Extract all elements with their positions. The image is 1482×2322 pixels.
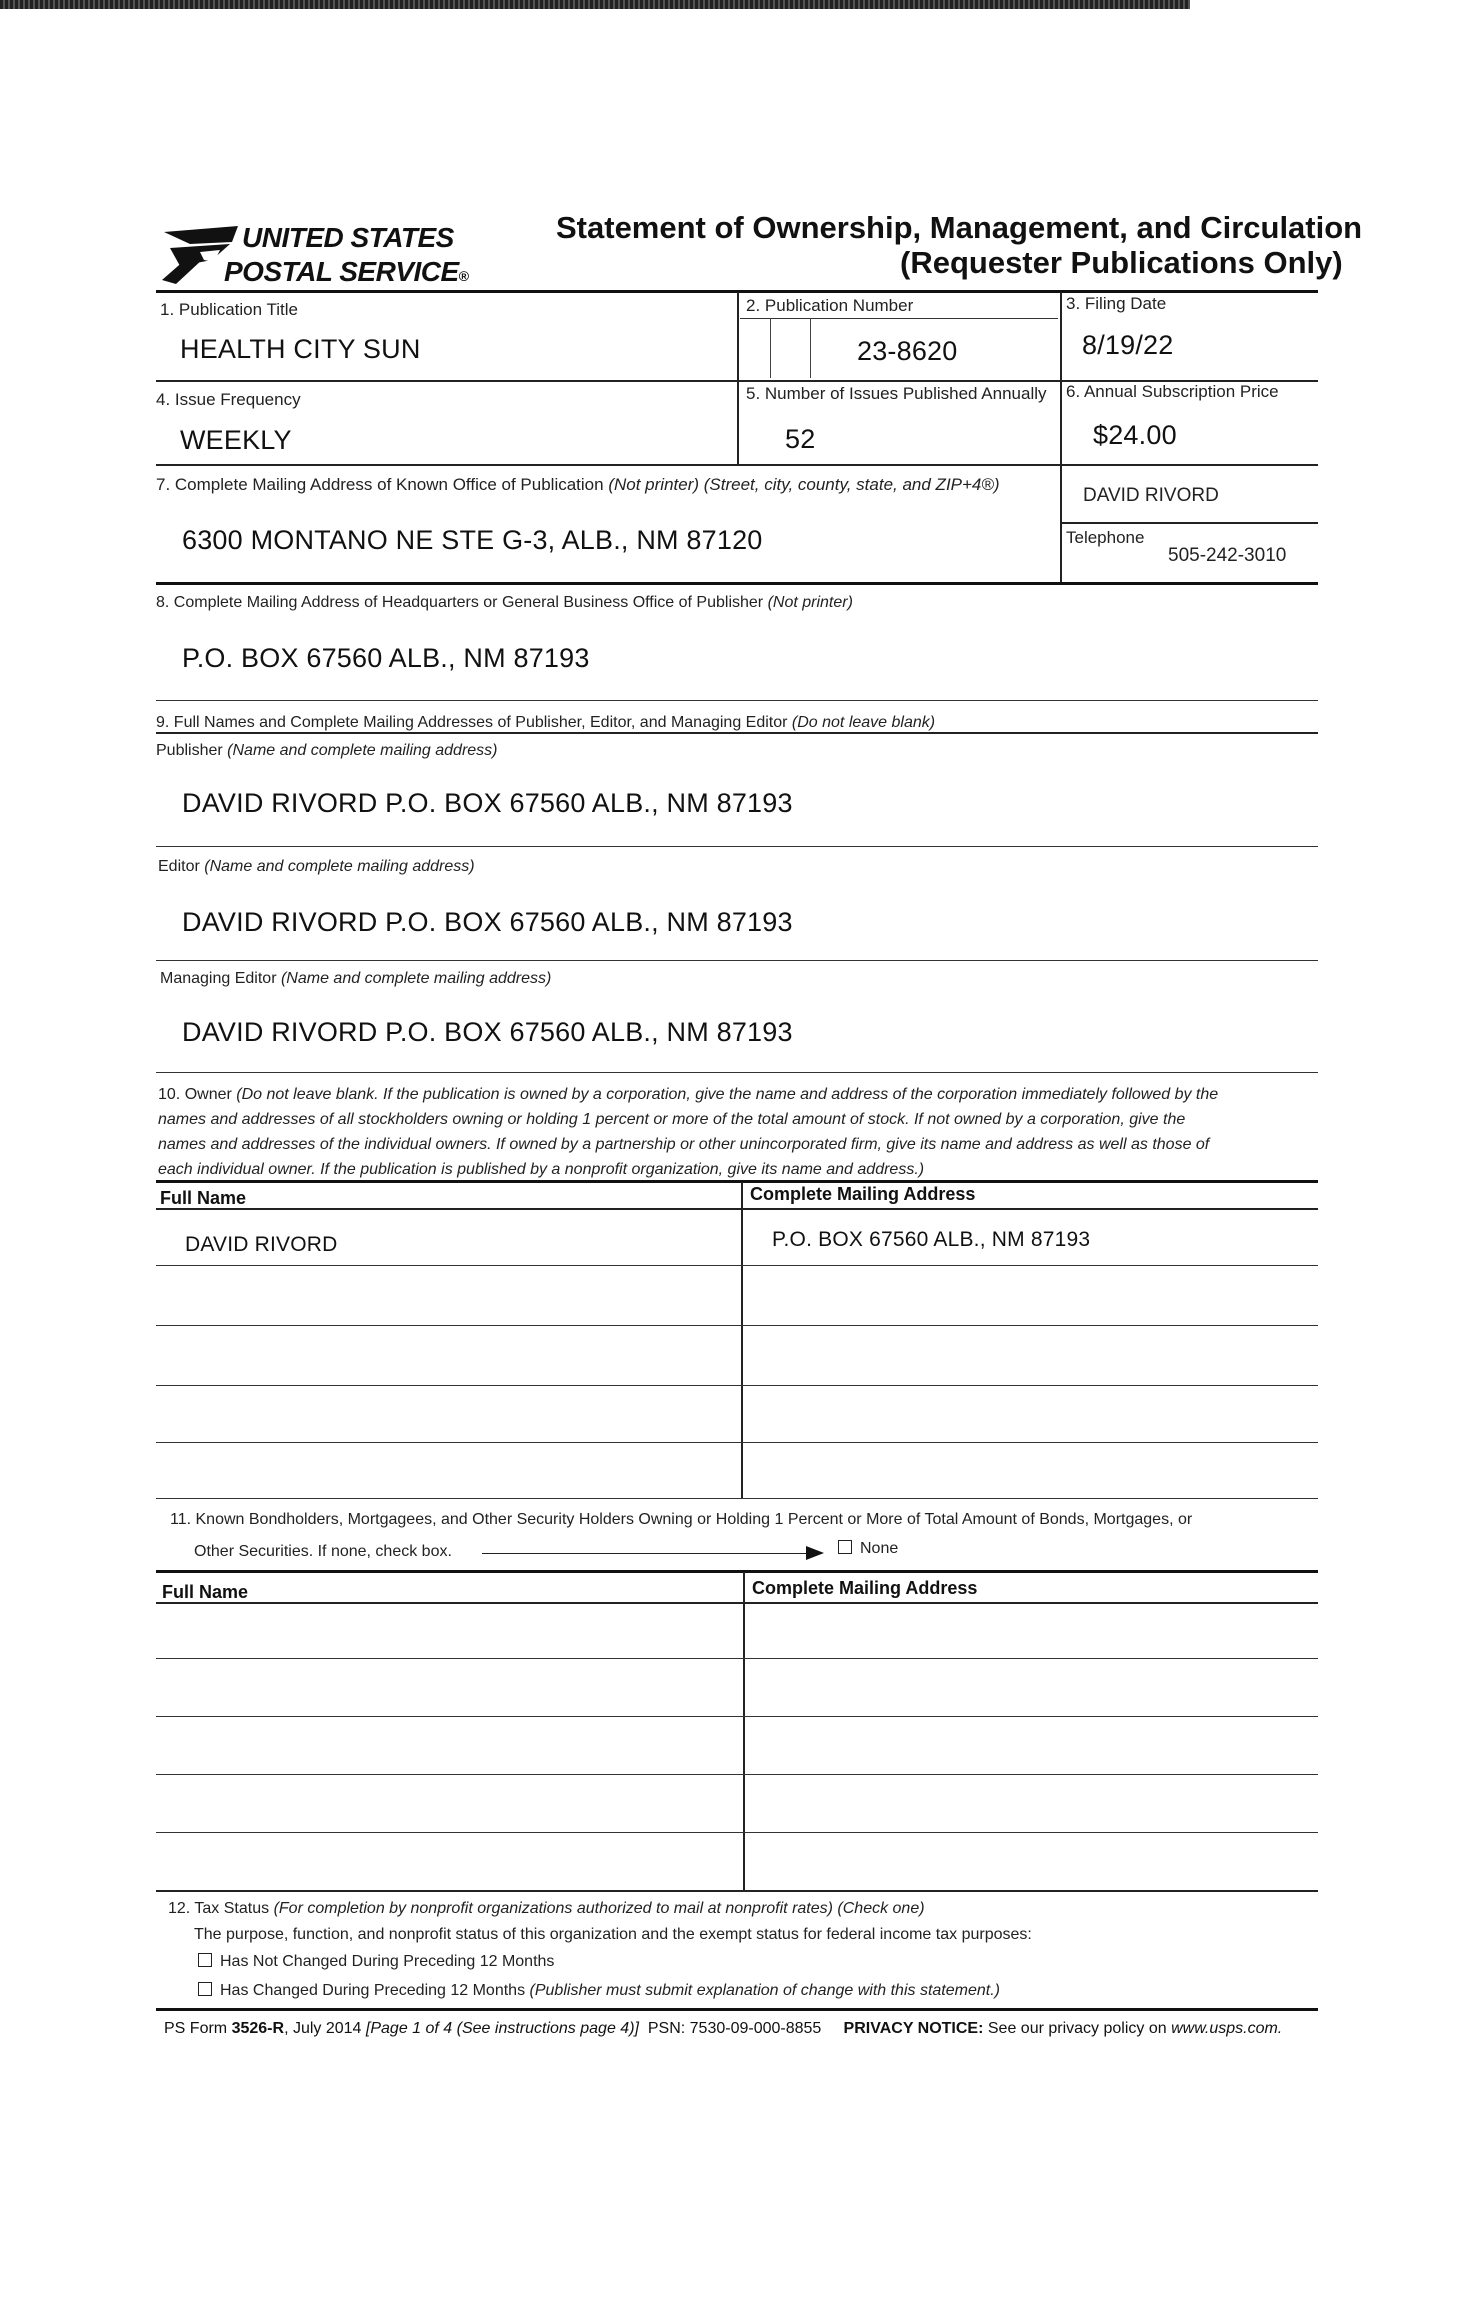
editor-value: DAVID RIVORD P.O. BOX 67560 ALB., NM 87193 — [182, 907, 793, 937]
footer-page-note: [Page 1 of 4 (See instructions page 4)] — [365, 2020, 639, 2037]
bond-col-name: Full Name — [162, 1582, 249, 1602]
tax-option-not-changed[interactable] — [198, 1953, 554, 1971]
divider — [1060, 522, 1318, 524]
issues-annually-label: 5. Number of Issues Published Annually — [746, 384, 1047, 403]
publication-number-value: 23-8620 — [857, 336, 958, 366]
issue-frequency-label: 4. Issue Frequency — [156, 390, 301, 409]
none-label: None — [860, 1540, 899, 1557]
divider — [156, 1208, 1318, 1210]
logo-reg-mark: ® — [458, 268, 469, 284]
arrow-line — [482, 1553, 807, 1554]
filing-date-label: 3. Filing Date — [1066, 294, 1167, 313]
tax-status-label-note: (For completion by nonprofit organizations authorized to mail at nonprofit rates) (Check one) — [273, 1900, 925, 1917]
office-address-label-text: 7. Complete Mailing Address of Known Office of Publication — [156, 475, 604, 494]
footer-form-number: 3526-R — [231, 2020, 285, 2037]
publisher-label-note: (Name and complete mailing address) — [227, 742, 498, 759]
divider — [156, 700, 1318, 701]
table-row — [156, 1890, 1318, 1892]
office-address-label-note: (Not printer) (Street, city, county, state, and ZIP+4®) — [608, 475, 1000, 494]
owner-label: 10. Owner — [158, 1086, 232, 1103]
names-addresses-label-text: 9. Full Names and Complete Mailing Addresses of Publisher, Editor, and Managing Editor — [156, 714, 788, 731]
headquarters-label — [156, 594, 853, 612]
contact-person: DAVID RIVORD — [1083, 485, 1219, 506]
managing-editor-label-note: (Name and complete mailing address) — [280, 970, 552, 987]
footer-form-date: , July 2014 — [284, 2020, 362, 2037]
table-row — [156, 1716, 1318, 1717]
table-row — [156, 1498, 1318, 1499]
telephone-value: 505-242-3010 — [1168, 545, 1287, 566]
editor-label — [158, 858, 475, 876]
publisher-label-text: Publisher — [156, 742, 223, 759]
publication-title-label: 1. Publication Title — [160, 300, 298, 319]
footer-psn: PSN: 7530-09-000-8855 — [647, 2020, 822, 2037]
divider — [156, 2008, 1318, 2011]
divider — [156, 1072, 1318, 1073]
table-row — [156, 1774, 1318, 1775]
headquarters-label-text: 8. Complete Mailing Address of Headquarters or General Business Office of Publisher — [156, 594, 764, 611]
divider — [810, 318, 811, 378]
divider — [770, 318, 771, 378]
footer-privacy-link[interactable]: www.usps.com. — [1171, 2020, 1283, 2037]
issue-frequency-value: WEEKLY — [180, 425, 292, 455]
divider — [737, 292, 739, 464]
headquarters-label-note: (Not printer) — [767, 594, 853, 611]
names-addresses-label — [156, 714, 935, 732]
footer-privacy-heading: PRIVACY NOTICE: — [843, 2020, 984, 2037]
logo-line2 — [224, 256, 469, 288]
footer-privacy-text: See our privacy policy on — [987, 2020, 1167, 2037]
owner-row1-name: DAVID RIVORD — [185, 1233, 338, 1256]
table-row — [156, 1442, 1318, 1443]
office-address-label — [156, 475, 1000, 495]
table-row — [156, 1265, 1318, 1266]
publisher-label — [156, 742, 498, 760]
none-option[interactable] — [838, 1540, 898, 1558]
logo-line2-text: POSTAL SERVICE — [224, 256, 459, 287]
table-row — [156, 1658, 1318, 1659]
bond-col-address: Complete Mailing Address — [752, 1578, 978, 1598]
arrow-right-icon — [806, 1546, 824, 1560]
headquarters-value: P.O. BOX 67560 ALB., NM 87193 — [182, 643, 590, 673]
form-subtitle: (Requester Publications Only) — [900, 245, 1343, 280]
table-row — [156, 1385, 1318, 1386]
subscription-price-value: $24.00 — [1093, 420, 1177, 450]
table-row — [156, 1832, 1318, 1833]
owner-row1-address: P.O. BOX 67560 ALB., NM 87193 — [772, 1228, 1091, 1251]
owner-col-name: Full Name — [160, 1188, 247, 1208]
divider — [156, 1180, 1318, 1183]
changed-checkbox[interactable] — [198, 1982, 212, 1996]
owner-instructions-line1 — [158, 1082, 1348, 1107]
tax-status-label-text: 12. Tax Status — [168, 1900, 270, 1917]
none-checkbox[interactable] — [838, 1540, 852, 1554]
filing-date-value: 8/19/22 — [1082, 330, 1174, 360]
editor-label-text: Editor — [158, 858, 200, 875]
scan-edge — [0, 0, 1190, 9]
owner-instructions-line4: each individual owner. If the publication is published by a nonprofit organization, give its name and address.) — [158, 1161, 925, 1178]
publication-title-value: HEALTH CITY SUN — [180, 334, 421, 364]
divider — [741, 1182, 743, 1498]
names-addresses-label-note: (Do not leave blank) — [791, 714, 936, 731]
publisher-value: DAVID RIVORD P.O. BOX 67560 ALB., NM 87193 — [182, 788, 793, 818]
divider — [743, 1572, 745, 1890]
form-title: Statement of Ownership, Management, and Circulation — [556, 210, 1363, 245]
owner-instructions-line3: names and addresses of the individual owners. If owned by a partnership or other unincorporated firm, give its name and address as well as those of — [158, 1136, 1210, 1153]
owner-instructions-text1: (Do not leave blank. If the publication is owned by a corporation, give the name and address of the corporation immediately followed by the — [236, 1086, 1219, 1103]
issues-annually-value: 52 — [785, 424, 816, 454]
tax-status-label — [168, 1900, 925, 1918]
not-changed-label: Has Not Changed During Preceding 12 Months — [220, 1953, 555, 1970]
office-address-value: 6300 MONTANO NE STE G-3, ALB., NM 87120 — [182, 525, 763, 555]
subscription-price-label: 6. Annual Subscription Price — [1066, 382, 1279, 401]
footer-form-prefix: PS Form — [164, 2020, 228, 2037]
divider — [156, 960, 1318, 961]
owner-col-address: Complete Mailing Address — [750, 1184, 976, 1204]
form-footer — [164, 2020, 1282, 2038]
divider — [156, 1570, 1318, 1573]
managing-editor-label — [160, 970, 551, 988]
changed-label: Has Changed During Preceding 12 Months — [220, 1982, 526, 1999]
not-changed-checkbox[interactable] — [198, 1953, 212, 1967]
divider — [156, 464, 1318, 466]
tax-option-changed[interactable] — [198, 1982, 1000, 2000]
owner-instructions — [158, 1082, 1348, 1182]
divider — [156, 732, 1318, 734]
publication-number-label: 2. Publication Number — [746, 296, 914, 315]
divider — [156, 846, 1318, 847]
managing-editor-label-text: Managing Editor — [160, 970, 277, 987]
divider — [1060, 292, 1062, 582]
table-row — [156, 1325, 1318, 1326]
logo-line1: UNITED STATES — [242, 222, 454, 253]
tax-purpose: The purpose, function, and nonprofit status of this organization and the exempt status for federal income tax purposes: — [194, 1926, 1032, 1943]
bondholders-label-line2: Other Securities. If none, check box. — [194, 1543, 452, 1560]
divider — [156, 582, 1318, 585]
divider — [156, 1602, 1318, 1604]
divider — [740, 318, 1058, 319]
telephone-label: Telephone — [1066, 528, 1145, 547]
managing-editor-value: DAVID RIVORD P.O. BOX 67560 ALB., NM 87193 — [182, 1017, 793, 1047]
owner-instructions-line2: names and addresses of all stockholders owning or holding 1 percent or more of the total amount of stock. If not owned by a corporation, give the — [158, 1111, 1186, 1128]
bondholders-label-line1: 11. Known Bondholders, Mortgagees, and Other Security Holders Owning or Holding 1 Percent or More of Total Amount of Bonds, Mortgages, or — [170, 1511, 1193, 1528]
editor-label-note: (Name and complete mailing address) — [204, 858, 475, 875]
changed-note: (Publisher must submit explanation of change with this statement.) — [529, 1982, 1000, 1999]
